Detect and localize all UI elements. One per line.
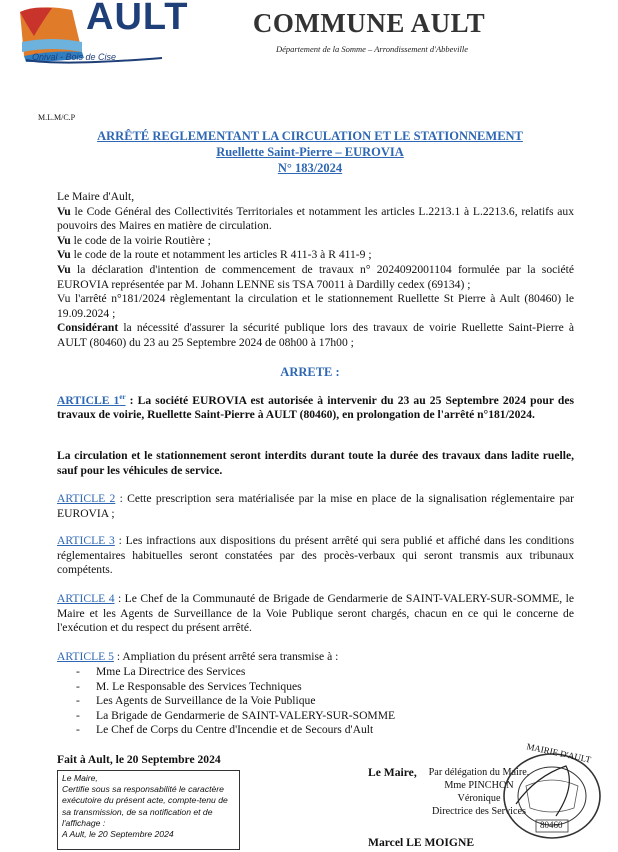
done-at-date: Fait à Ault, le 20 Septembre 2024 xyxy=(57,753,221,766)
preamble-vu4: Vu la déclaration d'intention de commencement de travaux n° 2024092001104 formulée par la société EUROVIA représentée par M. Johann LENNE sis TSA 70011 à Dardilly cedex (69134) ; xyxy=(57,262,574,291)
commune-subtitle: Département de la Somme – Arrondissement d'Abbeville xyxy=(275,44,469,54)
list-item: - M. Le Responsable des Services Techniques xyxy=(76,679,302,693)
delegation-line3: Directrice des Services xyxy=(432,806,526,817)
stamp-top-text: MAIRIE D'AULT xyxy=(525,741,592,765)
preamble xyxy=(57,190,574,351)
recipient-list xyxy=(76,665,556,738)
list-item: - Les Agents de Surveillance de la Voie Publique xyxy=(76,694,316,708)
list-item: - La Brigade de Gendarmerie de SAINT-VALERY-SUR-SOMME xyxy=(76,708,396,722)
stamp-bottom-text: 80460 xyxy=(540,820,563,830)
decree-title-line1: ARRÊTÉ REGLEMENTANT LA CIRCULATION ET LE STATIONNEMENT xyxy=(97,129,523,143)
decree-title-line2: Ruellette Saint-Pierre – EUROVIA xyxy=(216,145,404,159)
preamble-intro: Le Maire d'Ault, xyxy=(57,190,135,203)
article-5-label: ARTICLE 5 xyxy=(57,650,114,663)
article-1-paragraph-2: La circulation et le stationnement seront interdits durant toute la durée des travaux dans ladite ruelle, sauf pour les véhicules de service. xyxy=(57,449,574,477)
official-stamp xyxy=(496,741,608,842)
arrete-heading: ARRETE : xyxy=(280,365,340,379)
article-1-label: ARTICLE 1er xyxy=(57,393,126,407)
article-5: ARTICLE 5 : Ampliation du présent arrêté sera transmise à : xyxy=(57,650,339,663)
article-4-label: ARTICLE 4 xyxy=(57,592,115,605)
article-1: ARTICLE 1er : La société EUROVIA est autorisée à intervenir du 23 au 25 Septembre 2024 pour des travaux de voirie, Ruellette Saint-Pierre à AULT (80460), en prolongation de l'arrêté n°181/2024. xyxy=(57,393,574,422)
article-2: ARTICLE 2 : Cette prescription sera matérialisée par la mise en place de la signalisation réglementaire par EUROVIA ; xyxy=(57,492,575,520)
certification-line1: Le Maire, xyxy=(62,773,98,783)
article-3-label: ARTICLE 3 xyxy=(57,534,115,547)
signatory-name: Marcel LE MOIGNE xyxy=(368,836,475,849)
preamble-vu5: Vu l'arrêté n°181/2024 règlementant la circulation et le stationnement Ruellette St Pierre à Ault (80460) le 19.09.2024 ; xyxy=(57,292,574,320)
certification-line3: A Ault, le 20 Septembre 2024 xyxy=(62,829,174,840)
logo-wordmark: AULT xyxy=(86,0,189,38)
list-item: - Le Chef de Corps du Centre d'Incendie et de Secours d'Ault xyxy=(76,723,374,737)
certification-box xyxy=(57,770,240,850)
article-4: ARTICLE 4 : Le Chef de la Communauté de Brigade de Gendarmerie de SAINT-VALERY-SUR-SOMME, le Maire et les Agents de Surveillance de la Voie Publique seront chargés, chacun en ce qui le concerne de l'exécution et du respect du présent arrêté. xyxy=(57,592,574,635)
delegation-line2: Mme PINCHON Véronique xyxy=(444,780,514,804)
reference-code: M.L.M/C.P xyxy=(38,113,76,122)
certification-line2: Certifie sous sa responsabilité le caractère exécutoire du présent acte, compte-tenu de sa transmission, de sa notification et de l'affichage : xyxy=(62,784,228,828)
delegation-line1: Par délégation du Maire, xyxy=(428,767,530,778)
preamble-vu2: Vu le code de la voirie Routière ; xyxy=(57,233,211,247)
logo-subtitle: Onival - Bois de Cise xyxy=(32,52,117,62)
mayor-label: Le Maire, xyxy=(368,766,417,779)
commune-title: COMMUNE AULT xyxy=(252,8,486,38)
preamble-considerant: Considérant la nécessité d'assurer la sécurité publique lors des travaux de voirie Ruellette Saint-Pierre à AULT (80460) du 23 au 25 Septembre 2024 de 08h00 à 17h00 ; xyxy=(57,321,574,349)
article-2-label: ARTICLE 2 xyxy=(57,492,116,505)
preamble-vu1: Vu le Code Général des Collectivités Territoriales et notamment les articles L.2213.1 à L.2213.6, relatifs aux pouvoirs des Maires en matière de circulation. xyxy=(57,204,574,233)
article-3: ARTICLE 3 : Les infractions aux dispositions du présent arrêté qui sera publié et affiché dans les conditions réglementaires habituelles seront constatées par des procès-verbaux qui seront transmis aux tribunaux compétents. xyxy=(57,534,574,577)
decree-number: N° 183/2024 xyxy=(277,161,343,175)
list-item: - Mme La Directrice des Services xyxy=(76,665,246,678)
decree-title xyxy=(40,128,580,176)
preamble-vu3: Vu le code de la route et notamment les articles R 411-3 à R 411-9 ; xyxy=(57,248,372,262)
